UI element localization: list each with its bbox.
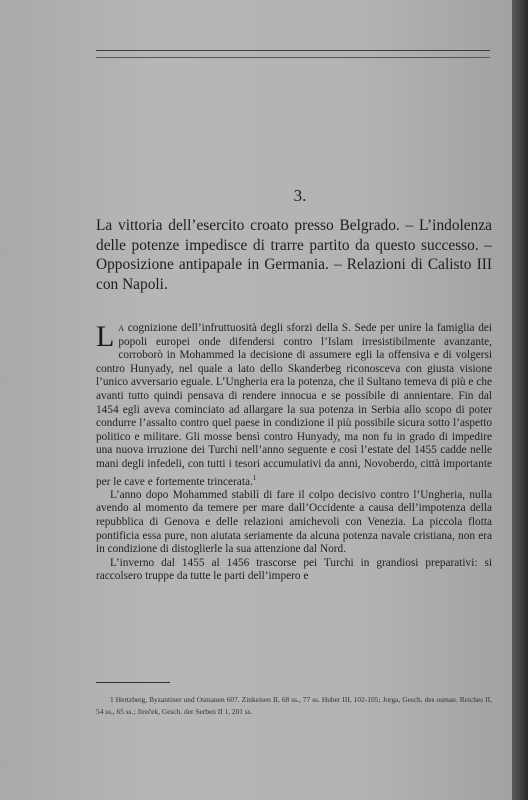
header-rule xyxy=(96,50,490,51)
footnote-rule xyxy=(96,682,170,683)
body-text xyxy=(96,322,492,584)
paragraph-2: L’anno dopo Mohammed stabilì di fare il colpo decisivo contro l’Ungheria, nulla avendo al momento da temere per mare dall’Occidente a causa dell’impotenza della repubblica di Genova e delle relazioni amichevoli con Venezia. La piccola flotta pontificia essa pure, non aiutata seriamente da alcuna potenza navale cristiana, non era in condizione di distoglierle la sua attenzione dal Nord. xyxy=(96,488,492,556)
footnote-ref: 1 xyxy=(252,473,257,482)
dropcap: L xyxy=(96,320,115,353)
paragraph-1 xyxy=(96,322,492,489)
chapter-title: La vittoria dell’esercito croato presso Belgrado. – L’indolenza delle potenze impedisce di trarre partito da questo successo. – Opposizione antipapale in Germania. – Relazioni di Calisto III con Napoli. xyxy=(96,217,492,293)
footnote-marker: 1 xyxy=(110,695,114,704)
paragraph-1-lead: a xyxy=(118,322,125,334)
paragraph-1-text: cognizione dell’infruttuosità degli sforzi della S. Sede per unire la famiglia dei popoli europei onde difendersi contro l’Islam irresistibilmente avanzante, corroborò in Mohammed la decisione di assumere egli la offensiva e di volgersi contro Hunyady, nel quale a lato dello Skanderbeg riconosceva con giusta visione l’unico avversario eguale. L’Ungheria era la potenza, che il Sultano temeva di più e che avanti tutto quindi pensava di rendere innocua e se possibile di annientare. Fin dal 1454 egli aveva cominciato ad allargare la sua potenza in Serbia allo scopo di poter condurre l’assalto contro quel paese in condizione il più possibile sicura sotto l’aspetto politico e militare. Gli mosse bensì contro Hunyady, ma non fu in grado di impedire una nuova irruzione dei Turchi nell’anno seguente e così l’estate del 1455 cadde nelle mani degli infedeli, con tutti i tesori accumulativi da anni, Novoberdo, città importante per le cave e fortemente trincerata. xyxy=(96,322,492,488)
book-spine xyxy=(512,0,528,800)
footnote xyxy=(96,694,492,718)
footnote-text: Hertzberg, Byzantiner und Osmanen 607. Zinkeisen II, 68 ss., 77 ss. Huber III, 102-105; Jorga, Gesch. des osman. Reiches II, 54 ss., 65 ss.; Jireček, Gesch. der Serben II 1, 201 ss. xyxy=(96,695,492,716)
chapter-number: 3. xyxy=(293,186,307,205)
header-rule-secondary xyxy=(96,57,490,58)
paragraph-3: L’inverno dal 1455 al 1456 trascorse pei Turchi in grandiosi preparativi: si raccolsero truppe da tutte le parti dell’impero e xyxy=(96,556,492,583)
